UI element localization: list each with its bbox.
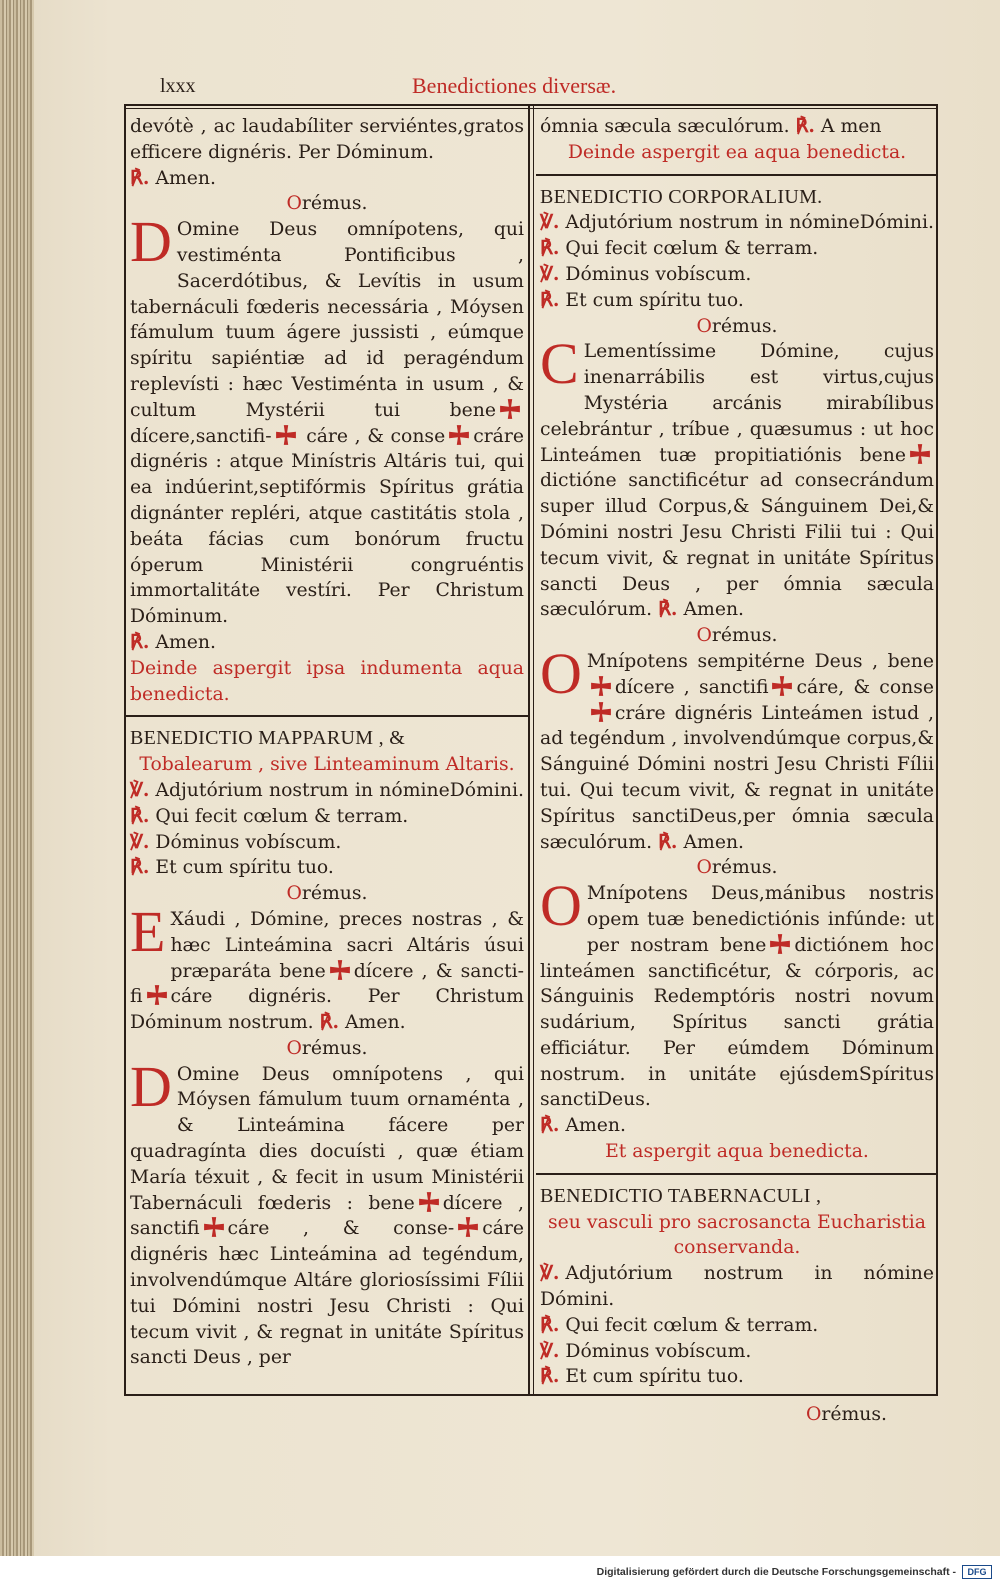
- oremus-heading: Orémus.: [286, 1037, 368, 1059]
- prayer-linens: D Omine Deus omnípotens , qui Móysen fámulum tuum ornaménta , & Linteámina fácere per quadragínta dies docuísti , quæ étiam María téxuit , & fecit in usum Ministérii Tabernáculi fœderis : bene dícere , sanctifi cáre , & conse- cáre dignéris hæc Linteámina ad tegéndum, involvendúmque Altáre gloriosíssimi Fílii tui Dómini nostri Jesu Christi : Qui tecum vivit , & regnat in unitáte Spíritus sancti Deus , per: [130, 1053, 524, 1369]
- drop-capital: D: [130, 1053, 172, 1119]
- oremus-heading: Orémus.: [696, 315, 778, 337]
- cross-icon: [418, 1191, 440, 1213]
- section-title: BENEDICTIO MAPPARUM , &: [130, 727, 406, 750]
- prayer-omnipotens-2: O Mnípotens Deus,mánibus nostris opem tuæ benedictiónis infúnde: ut per nostram bene dictiónem hoc linteámen sanctificétur, & córporis, ac Sánguinis Redemptóris nostri novum sudárium, Spíritus sancti grátia efficiátur. Per eúmdem Dóminum nostrum. in unitáte ejúsdemSpíritus sanctiDeus.: [540, 873, 934, 1111]
- drop-capital: C: [540, 331, 579, 397]
- frame-rule: [124, 108, 938, 109]
- drop-capital: O: [540, 640, 582, 706]
- response-line: ℟. Amen.: [130, 630, 216, 653]
- cross-icon: [329, 959, 351, 981]
- right-column: [540, 114, 934, 1390]
- versicle-line: ℣. Dóminus vobíscum.: [540, 262, 752, 285]
- drop-capital: O: [540, 873, 582, 939]
- folio-number: lxxx: [160, 75, 196, 97]
- response-symbol: ℟.: [130, 166, 150, 189]
- versicle-line: ℣. Adjutórium nostrum in nómineDómini. ℟. Qui fecit cœlum & terram.: [130, 778, 524, 827]
- section-divider: [126, 715, 528, 717]
- response-symbol: ℟.: [540, 237, 560, 260]
- response-symbol: ℟.: [540, 1313, 560, 1336]
- oremus-heading: Orémus.: [696, 625, 778, 647]
- oremus-heading: Orémus.: [696, 857, 778, 879]
- column-rule: [528, 104, 530, 1396]
- versicle-symbol: ℣.: [540, 1262, 560, 1285]
- versicle-line: ℣. Dóminus vobíscum.: [540, 1339, 752, 1362]
- response-line: ℟. Et cum spíritu tuo.: [540, 1365, 744, 1388]
- response-symbol: ℟.: [130, 856, 150, 879]
- rubric: Deinde aspergit ea aqua benedicta.: [567, 141, 907, 163]
- oremus-heading: Orémus.: [286, 193, 368, 215]
- versicle-line: ℣. Dóminus vobíscum.: [130, 830, 342, 853]
- cross-icon: [275, 424, 297, 446]
- versicle-line: ℣. Adjutórium nostrum in nómineDómini. ℟. Qui fecit cœlum & terram.: [540, 211, 934, 260]
- cross-icon: [769, 933, 791, 955]
- section-title: BENEDICTIO CORPORALIUM.: [540, 185, 823, 208]
- digitization-footer: [0, 1556, 1000, 1588]
- response-symbol: ℟.: [795, 115, 815, 137]
- section-subtitle: Tobalearum , sive Linteaminum Altaris.: [139, 754, 515, 776]
- response-symbol: ℟.: [540, 1365, 560, 1388]
- cross-icon: [909, 443, 931, 465]
- response-symbol: ℟.: [658, 830, 678, 853]
- response-symbol: ℟.: [540, 288, 560, 311]
- response-symbol: ℟.: [319, 1011, 339, 1034]
- column-rule: [533, 104, 534, 1396]
- section-subtitle: seu vasculi pro sacrosancta Eucharistia conservanda.: [548, 1211, 926, 1259]
- dfg-logo-icon: DFG: [962, 1565, 992, 1579]
- versicle-symbol: ℣.: [130, 778, 150, 801]
- cross-icon: [771, 675, 793, 697]
- response-symbol: ℟.: [658, 598, 678, 621]
- section-divider: [536, 174, 938, 176]
- response-line: ℟. Amen.: [540, 1114, 626, 1137]
- versicle-symbol: ℣.: [540, 262, 560, 285]
- prayer-omnipotens-1: O Mnípotens sempitérne Deus , benedícere , sanctifi cáre, & consecráre dignéris Linteámen istud , ad tegéndum , involvendúmque corpus,& Sánguiné Dómini nostri Jesu Christi Fílii tui. Qui tecum vivit, & regnat in unitáte Spíritus sanctiDeus,per ómnia sæcula sæculórum. ℟. Amen.: [540, 640, 934, 853]
- response-line: ℟. Qui fecit cœlum & terram.: [540, 1313, 819, 1336]
- versicle-symbol: ℣.: [540, 211, 560, 234]
- cross-icon: [448, 424, 470, 446]
- prayer-vestments: D Omine Deus omnípotens, qui vestiménta Pontificibus , Sacerdótibus, & Levítis in usum tabernáculi fœderis necessária , Móysen fámulum tuum ágere jussisti , eúmque spíritu sapiéntiæ ad id peragéndum replevísti : hæc Vestiménta in usum , & cultum Mystérii tui benedícere,sanctifi- cáre , & conse cráre dignéris : atque Minístris Altáris tui, qui ea indúerint,septifórmis Spíritus grátia dignánter repléri, atque castitátis stola , beáta fácias cum bonórum fructu óperum Ministérii congruéntis immortalitáte vestíri. Per Christum Dóminum.: [130, 209, 524, 628]
- cross-icon: [146, 984, 168, 1006]
- catchword: Orémus.: [806, 1404, 888, 1425]
- rubric: Deinde aspergit ipsa indumenta aqua benedicta.: [130, 657, 524, 705]
- response-line: ℟. Et cum spíritu tuo.: [540, 288, 744, 311]
- section-divider: [536, 1173, 938, 1175]
- cross-icon: [590, 701, 612, 723]
- versicle-symbol: ℣.: [130, 830, 150, 853]
- versicle-line: ℣. Adjutórium nostrum in nómine Dómini.: [540, 1262, 934, 1311]
- prayer-clementissime: C Lementíssime Dómine, cujus inenarrábilis est virtus,cujus Mystéria arcánis mirabílibus celebrántur , tríbue , quæsumus : ut hoc Linteámen tuæ propitiatiónis benedictióne sanctificétur ad consecrándum super illud Corpus,& Sánguinem Dei,& Dómini nostri Jesu Christi Filii tui : Qui tecum vivit, & regnat in unitáte Spíritus sancti Deus , per ómnia sæcula sæculórum. ℟. Amen.: [540, 331, 934, 621]
- oremus-heading: Orémus.: [286, 883, 368, 905]
- cross-icon: [590, 675, 612, 697]
- left-column: [130, 114, 524, 1371]
- section-title: BENEDICTIO TABERNACULI ,: [540, 1184, 822, 1207]
- running-head: Benedictiones diversæ.: [412, 73, 617, 98]
- cross-icon: [499, 398, 521, 420]
- response-symbol: ℟.: [130, 804, 150, 827]
- prayer-exaudi: E Xáudi , Dómine, preces nostras , & hæc Linteámina sacri Altáris úsui præparáta bene dícere , & sancti-fi cáre dignéris. Per Christum Dóminum nostrum. ℟. Amen.: [130, 898, 524, 1034]
- footer-credit: Digitalisierung gefördert durch die Deutsche Forschungsgemeinschaft -: [596, 1566, 956, 1578]
- page-edge: [0, 0, 34, 1556]
- opening-text: devótè , ac laudabíliter serviéntes,gratos efficere dignéris. Per Dóminum.: [130, 116, 524, 163]
- cross-icon: [203, 1216, 225, 1238]
- response-symbol: ℟.: [130, 630, 150, 653]
- rubric: Et aspergit aqua benedicta.: [605, 1141, 869, 1163]
- drop-capital: E: [130, 898, 166, 964]
- drop-capital: D: [130, 209, 172, 275]
- cross-icon: [457, 1216, 479, 1238]
- versicle-symbol: ℣.: [540, 1339, 560, 1362]
- response-line: ℟. Amen.: [130, 166, 216, 189]
- response-symbol: ℟.: [540, 1114, 560, 1137]
- response-line: ℟. Et cum spíritu tuo.: [130, 856, 334, 879]
- opening-text: ómnia sæcula sæculórum. ℟. A men: [540, 115, 882, 137]
